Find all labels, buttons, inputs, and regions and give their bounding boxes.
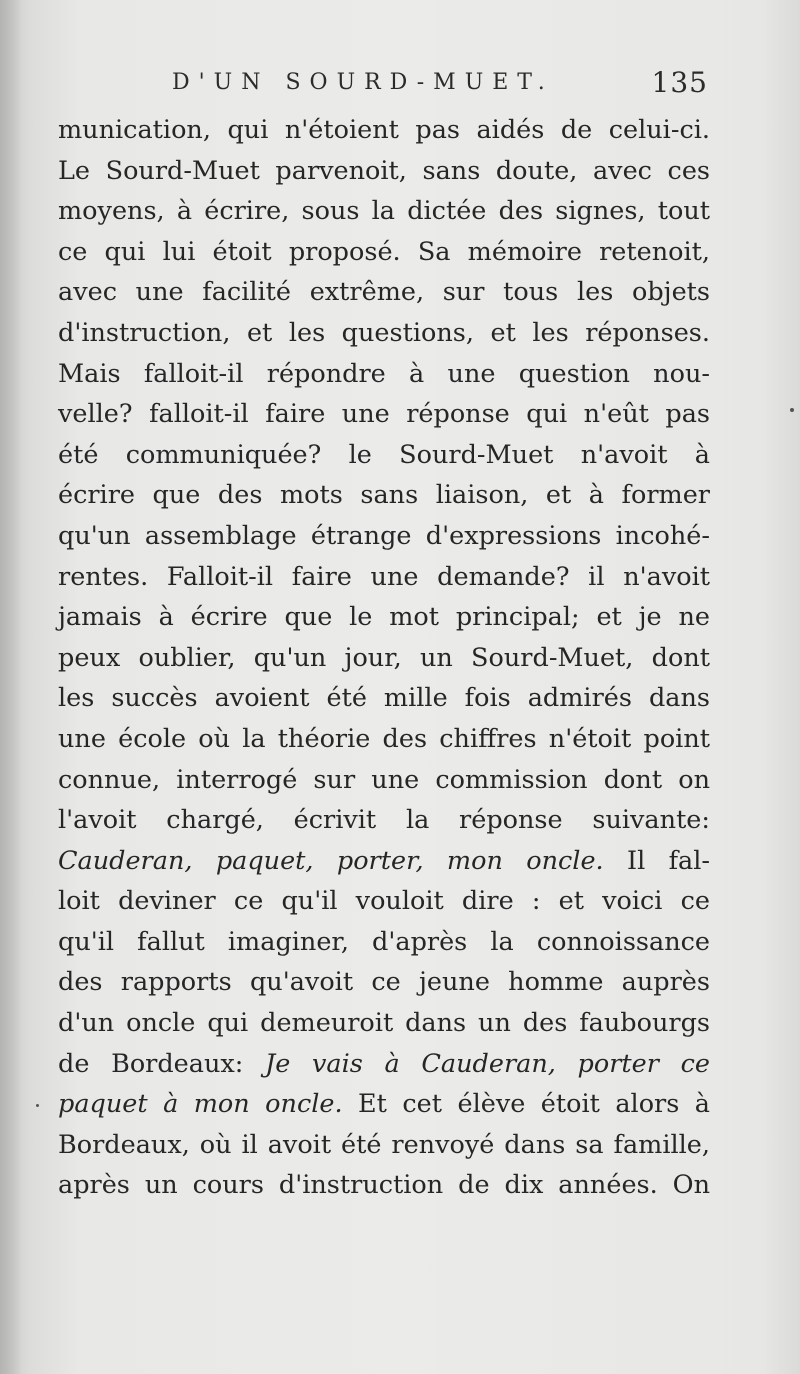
paper-speck — [36, 1104, 39, 1107]
text-line: l'avoit chargé, écrivit la réponse suivante: — [58, 805, 710, 836]
text-line: qu'il fallut imaginer, d'après la connoissance — [58, 926, 710, 957]
text-line-mixed — [58, 1084, 710, 1125]
text-line: ce qui lui étoit proposé. Sa mémoire retenoit, — [58, 236, 710, 267]
running-title: D'UN SOURD-MUET. — [172, 70, 554, 95]
text-line: rentes. Falloit-il faire une demande? il n'avoit — [58, 561, 710, 592]
text-line: d'un oncle qui demeuroit dans un des faubourgs — [58, 1008, 710, 1039]
body-text — [58, 110, 710, 1206]
text-line-mixed — [58, 841, 710, 882]
gutter-shadow — [0, 0, 22, 1374]
italic-quote: Cauderan, paquet, porter, mon oncle. — [58, 845, 604, 876]
text-line: peux oublier, qu'un jour, un Sourd-Muet, dont — [58, 642, 710, 673]
text-line: munication, qui n'étoient pas aidés de celui-ci. — [58, 115, 710, 145]
text-line: écrire que des mots sans liaison, et à former — [58, 480, 710, 511]
roman-text: Il fal- — [603, 845, 710, 876]
text-line: moyens, à écrire, sous la dictée des signes, tout — [58, 196, 710, 227]
text-line: avec une facilité extrême, sur tous les objets — [58, 277, 710, 308]
roman-text: Et cet élève étoit alors à — [342, 1089, 711, 1120]
text-line: jamais à écrire que le mot principal; et je ne — [58, 602, 710, 633]
text-line: été communiquée? le Sourd-Muet n'avoit à — [58, 439, 710, 470]
text-line: des rapports qu'avoit ce jeune homme auprès — [58, 967, 710, 998]
text-line: Bordeaux, où il avoit été renvoyé dans sa famille, — [58, 1129, 710, 1160]
text-line: velle? falloit-il faire une réponse qui n'eût pas — [58, 399, 710, 430]
text-line: une école où la théorie des chiffres n'étoit point — [58, 723, 710, 754]
text-line: après un cours d'instruction de dix années. On — [58, 1170, 710, 1201]
page-number: 135 — [651, 66, 708, 99]
paper-speck — [790, 408, 794, 412]
text-line-mixed — [58, 1044, 710, 1085]
text-line: les succès avoient été mille fois admirés dans — [58, 683, 710, 714]
text-line: Mais falloit-il répondre à une question nou- — [58, 358, 710, 389]
text-line: Le Sourd-Muet parvenoit, sans doute, avec ces — [58, 155, 710, 186]
italic-quote: Je vais à Cauderan, porter ce — [265, 1048, 710, 1079]
roman-text: de Bordeaux: — [58, 1048, 266, 1079]
text-line: connue, interrogé sur une commission dont on — [58, 764, 710, 795]
italic-quote: paquet à mon oncle. — [58, 1089, 343, 1120]
text-line: d'instruction, et les questions, et les réponses. — [58, 317, 710, 348]
text-line: qu'un assemblage étrange d'expressions incohé- — [58, 520, 710, 551]
running-head — [60, 62, 710, 102]
text-line: loit deviner ce qu'il vouloit dire : et voici ce — [58, 886, 710, 917]
